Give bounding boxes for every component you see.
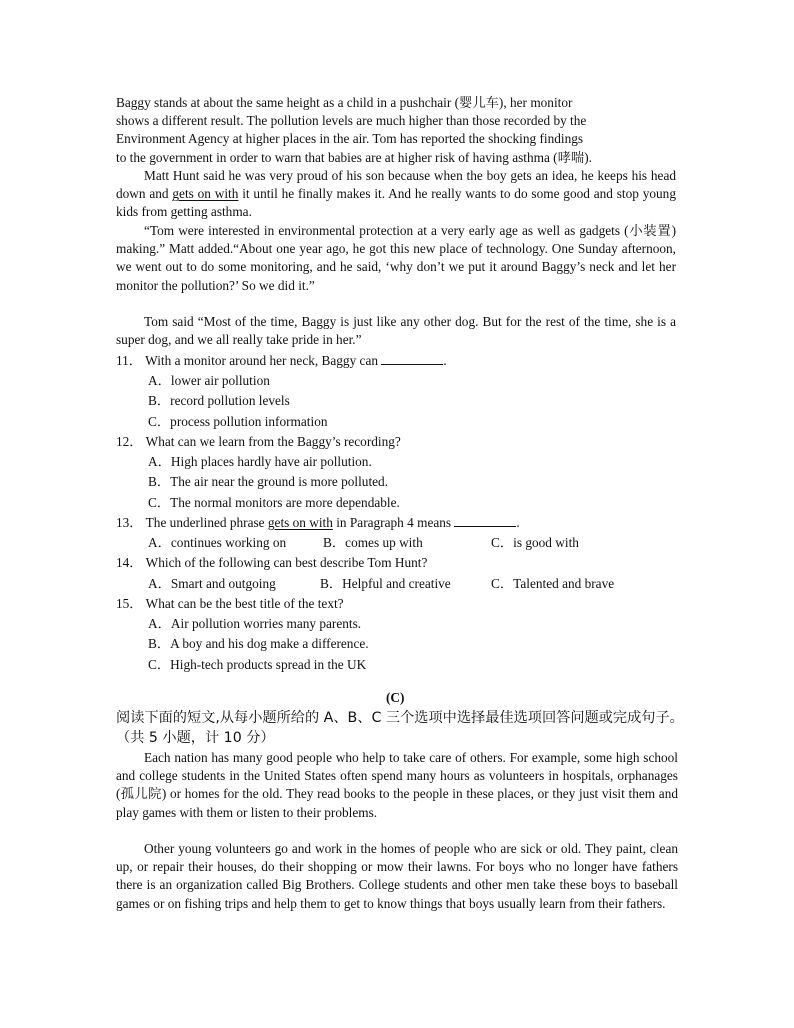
q11-option-c[interactable]: C．process pollution information [148,414,328,429]
paragraph-text: “Tom were interested in environmental protection at a very early age as well as gadgets (小装置) making.” Matt added.“About one year ago, he got this new place of technology. One Sunday afternoon, we went out to do some monitoring, and he said, ‘why don’t we put it around Baggy’s neck and let her monitor the pollution?’ So we did it.” [116,223,676,293]
q11-option-b[interactable]: B．record pollution levels [148,393,290,408]
paragraph-text: Other young volunteers go and work in the homes of people who are sick or old. They paint, clean up, or repair their houses, do their shopping or mow their lawns. For boys who no longer have fathers there is an organization called Big Brothers. College students and other men take these boys to baseball games or on fishing trips and help them to get to know things that boys usually learn from their fathers. [116,841,678,911]
q14-option-c[interactable]: C．Talented and brave [491,576,615,591]
text-line: Environment Agency at higher places in the air. Tom has reported the shocking findings [116,131,584,147]
paragraph-text: Tom said “Most of the time, Baggy is just like any other dog. But for the rest of the time, she is a super dog, and we all really take pride in her.” [116,314,676,348]
underlined-phrase: gets on with [267,515,333,530]
passage-b-paragraph-1 [116,94,676,167]
answer-blank[interactable] [381,352,443,365]
section-heading: (C) [386,690,405,705]
passage-b-paragraph-2 [116,167,676,222]
passage-c-paragraph-1 [116,749,678,822]
underlined-phrase: gets on with [172,186,239,202]
paragraph-text: Each nation has many good people who help to take care of others. For example, some high school and college students in the United States often spend many hours as volunteers in hospitals, orphanages (孤儿院) or homes for the old. They read books to the people in these places, or they just visit them and play games with them or listen to their problems. [116,750,678,820]
answer-blank[interactable] [454,514,516,527]
q14-option-b[interactable]: B．Helpful and creative [320,576,451,591]
q11-option-a[interactable]: A．lower air pollution [148,373,270,388]
text-line: to the government in order to warn that babies are at higher risk of having asthma (哮喘). [116,149,592,165]
q12-option-c[interactable]: C．The normal monitors are more dependable. [148,495,400,510]
paragraph-text: it until he finally makes it. And he really wants to do some good and stop young kids from getting asthma. [116,186,676,220]
passage-b-paragraph-3 [116,222,676,295]
question-11: 11． With a monitor around her neck, Baggy can . [116,353,447,368]
q15-option-b[interactable]: B．A boy and his dog make a difference. [148,636,369,651]
passage-b-paragraph-4 [116,313,676,349]
q13-option-c[interactable]: C．is good with [491,535,579,550]
q12-option-b[interactable]: B．The air near the ground is more polluted. [148,474,389,489]
question-15: 15． What can be the best title of the text? [116,596,344,611]
q14-option-a[interactable]: A．Smart and outgoing [148,576,276,591]
q15-option-c[interactable]: C．High-tech products spread in the UK [148,657,367,672]
q15-option-a[interactable]: A．Air pollution worries many parents. [148,616,362,631]
section-instruction: 阅读下面的短文,从每小题所给的 A、B、C 三个选项中选择最佳选项回答问题或完成句子。（共 5 小题，计 10 分） [116,710,684,746]
question-12: 12． What can we learn from the Baggy’s recording? [116,434,401,449]
q13-option-a[interactable]: A．continues working on [148,535,287,550]
question-13: 13． The underlined phrase gets on with in Paragraph 4 means . [116,515,520,530]
q13-option-b[interactable]: B．comes up with [323,535,423,550]
text-line: Baggy stands at about the same height as a child in a pushchair (婴儿车), her monitor [116,95,573,110]
paragraph-text: Matt Hunt said he was very proud of his son because when the boy gets an idea, he keeps his head down and [116,168,676,202]
q12-option-a[interactable]: A．High places hardly have air pollution. [148,454,372,469]
text-line: shows a different result. The pollution levels are much higher than those recorded by the [116,113,587,129]
passage-c-paragraph-2 [116,840,678,913]
question-14: 14． Which of the following can best describe Tom Hunt? [116,555,428,570]
